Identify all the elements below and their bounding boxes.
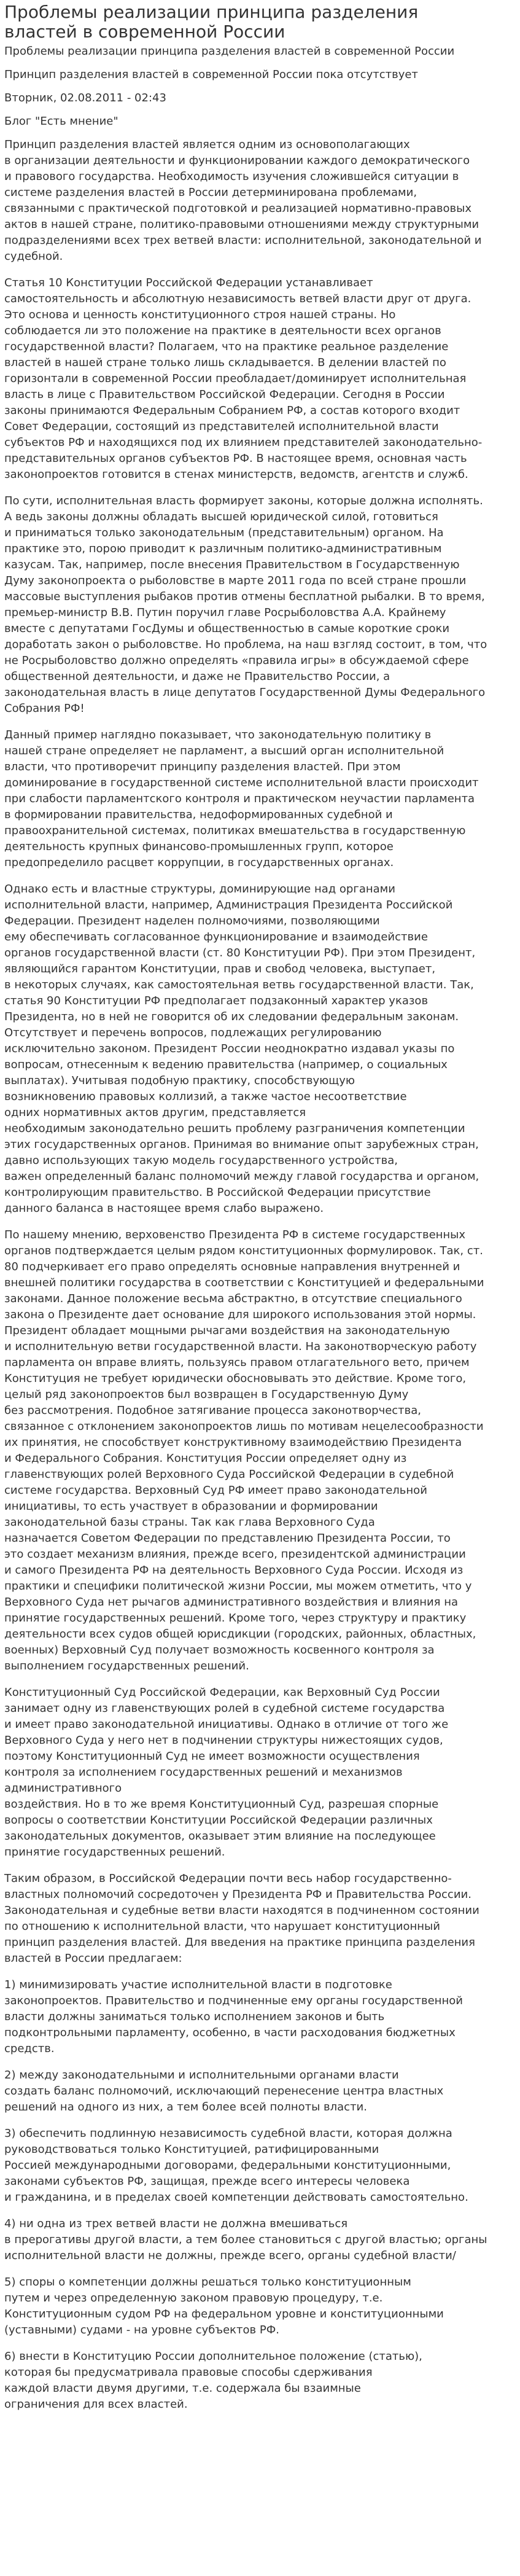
paragraph-example: Данный пример наглядно показывает, что законодательную политику в нашей стране определяет не парламент, а высший орган исполнительной власти, что противоречит принципу разделения властей. При этом доминирование в государственной системе исполнительной власти происходит при слабости парламентского контроля и практическом неучастии парламента в формировании правительства, недоформированных судебной и правоохранительной системах, политиках вмешательства в государственную деятельность крупных финансово-промышленных групп, которое предопределило расцвет коррупции, в государственных органах. xyxy=(4,728,479,869)
paragraph-conclusion: Таким образом, в Российской Федерации почти весь набор государственно- властных полномочий сосредоточен у Президента РФ и Правительства России. Законодательная и судебные ветви власти находятся в подчиненном состоянии по отношению к исполнительной власти, что нарушает конституционный принцип разделения властей. Для введения на практике принципа разделения властей в России предлагаем: xyxy=(4,1872,479,1965)
paragraph-article-10: Статья 10 Конституции Российской Федерации устанавливает самостоятельность и абсолютную независимость ветвей власти друг от друга. Это основа и ценность конституционного строя нашей страны. Но соблюдается ли это положение на практике в деятельности всех органов государственной власти? Полагаем, что на практике реальное разделение властей в нашей стране только лишь складывается. В делении властей по горизонтали в современной России преобладает/доминирует исполнительная власть в лице с Правительством Российской Федерации. Сегодня в России законы принимаются Федеральным Собранием РФ, а состав которого входит Совет Федерации, состоящий из представителей исполнительной власти субъектов РФ и находящихся под их влиянием представителей законодательно- представительных органов субъектов РФ. В настоящее время, основная часть законопроектов готовится в стенах министерств, ведомств, агентств и служб. xyxy=(4,276,483,481)
paragraph-president: По нашему мнению, верховенство Президента РФ в системе государственных органов подтверждается целым рядом конституционных формулировок. Так, ст. 80 подчеркивает его право определять основные направления внутренней и внешней политики государства в соответствии с Конституцией и федеральными законами. Данное положение весьма абстрактно, в отсутствие специального закона о Президенте дает основание для широкого использования этой нормы. Президент обладает мощными рычагами воздействия на законодательную и исполнительную ветви государственной власти. На законотворческую работу парламента он вправе влиять, пользуясь правом отлагательного вето, причем Конституция не требует юридически обосновывать это действие. Кроме того, целый ряд законопроектов был возвращен в Государственную Думу без рассмотрения. Подобное затягивание процесса законотворчества, связанное с отклонением законопроектов лишь по мотивам нецелесообразности их принятия, не способствует конструктивному взаимодействию Президента и Федерального Собрания. Конституция России определяет одну из главенствующих ролей Верховного Суда Российской Федерации в судебной системе государства. Верховный Суд РФ имеет право законодательной инициативы, то есть участвует в образовании и формировании законодательной базы страны. Так как глава Верховного Суда назначается Советом Федерации по представлению Президента России, то это создает механизм влияния, прежде всего, президентской администрации и самого Президента РФ на деятельность Верховного Суда России. Исходя из практики и специфики политической жизни России, мы можем отметить, что у Верховного Суда нет рычагов административного воздействия и влияния на принятие государственных решений. Кроме того, через структуру и практику деятельности всех судов общей юрисдикции (городских, районных, областных, военных) Верховный Суд получает возможность косвенного контроля за выполнением государственных решений. xyxy=(4,1228,484,1672)
proposal-2: 2) между законодательными и исполнительными органами власти создать баланс полномочий, исключающий перенесение центра властных решений на одного из них, а тем более всей полноты власти. xyxy=(4,2069,444,2113)
paragraph-executive-laws: По сути, исполнительная власть формирует законы, которые должна исполнять. А ведь законы должны обладать высшей юридической силой, готовиться и приниматься только законодательным (представительным) органом. На практике это, порою приводит к различным политико-административным казусам. Так, например, после внесения Правительством в Государственную Думу законопроекта о рыболовстве в марте 2011 года по всей стране прошли массовые выступления рыбаков против отмены бесплатной рыбалки. В то время, премьер-министр В.В. Путин поручил главе Росрыболовства А.А. Крайнему вместе с депутатами ГосДумы и общественностью в самые короткие сроки доработать закон о рыболовстве. Но проблема, на наш взгляд состоит, в том, что не Росрыболовство должно определять «правила игры» в обсуждаемой сфере общественной деятельности, и даже не Правительство России, а законодательная власть в лице депутатов Государственной Думы Федерального Собрания РФ! xyxy=(4,494,487,715)
paragraph-constitutional-court: Конституционный Суд Российской Федерации, как Верховный Суд России занимает одну из главенствующих ролей в судебной системе государства и имеет право законодательной инициативы. Однако в отличие от того же Верховного Суда у него нет в подчинении структуры нижестоящих судов, поэтому Конституционный Суд не имеет возможности осуществления контроля за исполнением государственных решений и механизмов административного воздействия. Но в то же время Конституционный Суд, разрешая спорные вопросы о соответствии Конституции Российской Федерации различных законодательных документов, оказывает этим влияние на последующее принятие государственных решений. xyxy=(4,1686,449,1859)
paragraph-intro: Принцип разделения властей является одним из основополагающих в организации деятельности и функционировании каждого демократического и правового государства. Необходимость изучения сложившейся ситуации в системе разделения властей в России детерминирована проблемами, связанными с практической подготовкой и реализацией нормативно-правовых актов в нашей стране, политико-правовыми отношениями между структурными подразделениями всех трех ветвей власти: исполнительной, законодательной и судебной. xyxy=(4,138,482,263)
proposal-6: 6) внести в Конституцию России дополнительное положение (статью), которая бы предусматривала правовые способы сдерживания каждой власти двумя другими, т.е. содержала бы взаимные ограничения для всех властей. xyxy=(4,2350,422,2411)
article-title: Проблемы реализации принципа разделения властей в современной России xyxy=(4,2,419,42)
blog-name: Блог "Есть мнение" xyxy=(4,115,118,128)
article-date: Вторник, 02.08.2011 - 02:43 xyxy=(4,92,166,104)
paragraph-administration: Однако есть и властные структуры, доминирующие над органами исполнительной власти, например, Администрация Президента Российской Федерации. Президент наделен полномочиями, позволяющими ему обеспечивать согласованное функционирование и взаимодействие органов государственной власти (ст. 80 Конституции РФ). При этом Президент, являющийся гарантом Конституции, прав и свобод человека, выступает, в некоторых случаях, как самостоятельная ветвь государственной власти. Так, статья 90 Конституции РФ предполагает подзаконный характер указов Президента, но в ней не говорится об их следовании федеральным законам. Отсутствует и перечень вопросов, подлежащих регулированию исключительно законом. Президент России неоднократно издавал указы по вопросам, отнесенным к ведению правительства (например, о социальных выплатах). Учитывая подобную практику, способствующую возникновению правовых коллизий, а также частое несоответствие одних нормативных актов другим, представляется необходимым законодательно решить проблему разграничения компетенции этих государственных органов. Принимая во внимание опыт зарубежных стран, давно использующих такую модель государственного устройства, важен определенный баланс полномочий между главой государства и органом, контролирующим правительство. В Российской Федерации присутствие данного баланса в настоящее время слабо выражено. xyxy=(4,883,479,1215)
article-lead: Принцип разделения властей в современной России пока отсутствует xyxy=(4,68,418,81)
article-subtitle: Проблемы реализации принципа разделения властей в современной России xyxy=(4,45,455,58)
proposal-5: 5) споры о компетенции должны решаться только конституционным путем и через определенную законом правовую процедуру, т.е. Конституционным судом РФ на федеральном уровне и конституционными (уставными) судами - на уровне субъектов РФ. xyxy=(4,2276,444,2336)
proposal-3: 3) обеспечить подлинную независимость судебной власти, которая должна руководствоваться только Конституцией, ратифицированными Россией международными договорами, федеральными конституционными, законами субъектов РФ, защищая, прежде всего интересы человека и гражданина, и в пределах своей компетенции действовать самостоятельно. xyxy=(4,2127,468,2204)
proposal-4: 4) ни одна из трех ветвей власти не должна вмешиваться в прерогативы другой власти, а тем более становиться с другой властью; органы исполнительной власти не должны, прежде всего, органы судебной власти/ xyxy=(4,2217,487,2262)
proposal-1: 1) минимизировать участие исполнительной власти в подготовке законопроектов. Правительство и подчиненные ему органы государственной власти должны заниматься только исполнением законов и быть подконтрольными парламенту, особенно, в части расходования бюджетных средств. xyxy=(4,1978,463,2055)
